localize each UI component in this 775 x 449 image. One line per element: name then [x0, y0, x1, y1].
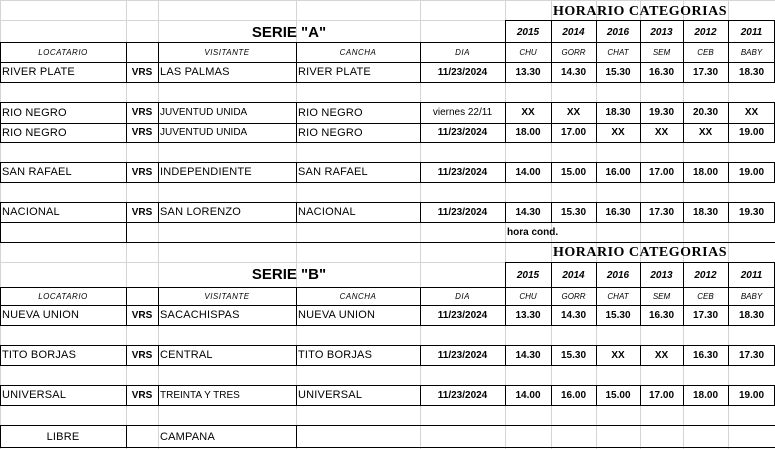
grid-line — [0, 405, 775, 406]
grid-line — [0, 365, 775, 366]
kickoff-time: 17.30 — [692, 66, 719, 78]
cancha-name: TITO BORJAS — [298, 349, 373, 361]
kickoff-time: 18.30 — [738, 309, 765, 321]
kickoff-time: 17.30 — [692, 309, 719, 321]
match-day: 11/23/2024 — [437, 127, 488, 138]
kickoff-time: 14.00 — [515, 389, 541, 401]
kickoff-time: 17.30 — [648, 206, 675, 218]
gridline-faint — [0, 0, 775, 1]
locatario-team: TITO BORJAS — [2, 349, 77, 361]
kickoff-time: 15.00 — [605, 389, 631, 401]
visitante-team: INDEPENDIENTE — [160, 166, 252, 178]
category-label: CEB — [697, 47, 714, 57]
match-day: 11/23/2024 — [437, 166, 488, 178]
col-header-cancha: CANCHA — [339, 47, 377, 57]
col-header-locatario: LOCATARIO — [38, 291, 88, 301]
visitante-team: JUVENTUD UNIDA — [160, 107, 248, 118]
year-label: 2016 — [606, 270, 630, 281]
kickoff-time: 15.00 — [560, 166, 587, 178]
kickoff-time: 18.30 — [738, 66, 765, 78]
vrs-label: VRS — [131, 389, 153, 401]
visitante-team: LAS PALMAS — [160, 66, 230, 78]
category-label: SEM — [652, 47, 671, 57]
kickoff-time: 19.00 — [738, 166, 765, 178]
category-label: CEB — [697, 291, 714, 301]
horario-categorias-a: HORARIO CATEGORIAS — [552, 4, 728, 19]
year-label: 2014 — [562, 26, 585, 38]
kickoff-time: XX — [611, 127, 625, 138]
category-label: GORR — [561, 291, 586, 301]
grid-line — [126, 222, 127, 242]
year-label: 2011 — [740, 26, 763, 38]
kickoff-time: 16.30 — [605, 206, 631, 218]
category-label: BABY — [740, 291, 763, 301]
cancha-name: RIO NEGRO — [298, 126, 363, 139]
kickoff-time: XX — [654, 349, 669, 361]
kickoff-time: 16.00 — [560, 389, 587, 401]
vrs-label: VRS — [131, 127, 153, 138]
year-label: 2011 — [740, 270, 763, 281]
kickoff-time: 19.30 — [648, 107, 675, 118]
locatario-team: UNIVERSAL — [2, 389, 67, 401]
kickoff-time: 20.30 — [692, 107, 719, 118]
grid-line — [0, 142, 775, 143]
visitante-team: SAN LORENZO — [160, 206, 242, 218]
serie-a-title: SERIE "A" — [251, 23, 327, 41]
match-day: 11/23/2024 — [437, 66, 488, 78]
locatario-team: RIO NEGRO — [2, 106, 67, 119]
grid-line — [0, 222, 775, 223]
locatario-team: NUEVA UNION — [2, 309, 80, 321]
year-label: 2013 — [650, 270, 673, 281]
category-label: CHAT — [607, 47, 629, 57]
category-label: BABY — [740, 47, 763, 57]
cancha-name: NUEVA UNION — [298, 309, 376, 321]
category-label: SEM — [652, 291, 671, 301]
match-day: 11/23/2024 — [437, 349, 488, 361]
grid-line — [0, 425, 775, 426]
vrs-label: VRS — [131, 349, 153, 361]
kickoff-time: XX — [698, 127, 713, 138]
cancha-name: RIVER PLATE — [298, 66, 371, 78]
vrs-label: VRS — [131, 206, 153, 218]
locatario-team: RIVER PLATE — [2, 66, 75, 78]
kickoff-time: 15.30 — [560, 206, 587, 218]
horario-categorias-b: HORARIO CATEGORIAS — [552, 245, 728, 260]
kickoff-time: 14.00 — [515, 166, 541, 178]
grid-line — [126, 425, 127, 447]
kickoff-time: 18.30 — [692, 206, 719, 218]
visitante-team: CENTRAL — [160, 349, 213, 361]
hora-cond-note: hora cond. — [507, 226, 559, 238]
year-label: 2012 — [694, 26, 717, 38]
vrs-label: VRS — [131, 66, 153, 78]
kickoff-time: 18.00 — [692, 166, 719, 178]
libre-label: LIBRE — [46, 431, 80, 443]
year-label: 2015 — [516, 270, 540, 281]
kickoff-time: 17.00 — [560, 127, 587, 138]
kickoff-time: 19.00 — [738, 389, 765, 401]
year-label: 2012 — [694, 270, 717, 281]
category-label: CHU — [519, 291, 537, 301]
year-label: 2013 — [650, 26, 673, 38]
col-header-visitante: VISITANTE — [204, 291, 250, 301]
grid-line — [0, 182, 775, 183]
kickoff-time: 15.30 — [560, 349, 587, 361]
kickoff-time: 17.30 — [738, 349, 765, 361]
cancha-name: UNIVERSAL — [298, 389, 363, 401]
cancha-name: NACIONAL — [298, 206, 356, 218]
category-label: GORR — [561, 47, 586, 57]
vrs-label: VRS — [131, 309, 153, 321]
kickoff-time: XX — [654, 127, 669, 138]
kickoff-time: 14.30 — [515, 206, 541, 218]
grid-line — [0, 325, 775, 326]
kickoff-time: 14.30 — [560, 66, 587, 78]
kickoff-time: 15.30 — [605, 66, 631, 78]
kickoff-time: 16.30 — [648, 309, 675, 321]
year-label: 2016 — [606, 26, 630, 38]
match-day: viernes 22/11 — [432, 107, 493, 118]
kickoff-time: XX — [521, 107, 535, 118]
col-header-cancha: CANCHA — [339, 291, 377, 301]
visitante-team: TREINTA Y TRES — [160, 389, 240, 401]
kickoff-time: 13.30 — [515, 309, 541, 321]
grid-line — [0, 222, 1, 242]
locatario-team: NACIONAL — [2, 206, 60, 218]
serie-b-title: SERIE "B" — [251, 266, 327, 283]
cancha-name: RIO NEGRO — [298, 106, 363, 119]
match-day: 11/23/2024 — [437, 309, 488, 321]
locatario-team: RIO NEGRO — [2, 126, 67, 139]
libre-team: CAMPANA — [160, 431, 215, 443]
match-day: 11/23/2024 — [437, 206, 488, 218]
kickoff-time: 17.00 — [648, 389, 675, 401]
kickoff-time: 17.00 — [648, 166, 675, 178]
grid-line — [0, 82, 775, 83]
category-label: CHAT — [607, 291, 629, 301]
kickoff-time: XX — [566, 107, 581, 118]
kickoff-time: 16.30 — [648, 66, 675, 78]
year-label: 2014 — [562, 270, 585, 281]
col-header-dia: DIA — [455, 47, 470, 57]
match-day: 11/23/2024 — [437, 389, 488, 401]
kickoff-time: 16.00 — [605, 166, 631, 178]
col-header-visitante: VISITANTE — [204, 47, 250, 57]
kickoff-time: 19.00 — [738, 127, 765, 138]
col-header-locatario: LOCATARIO — [38, 47, 88, 57]
kickoff-time: 18.00 — [692, 389, 719, 401]
year-label: 2015 — [516, 26, 540, 38]
visitante-team: JUVENTUD UNIDA — [160, 127, 248, 138]
cancha-name: SAN RAFAEL — [298, 166, 368, 178]
kickoff-time: 14.30 — [515, 349, 541, 361]
grid-line — [0, 447, 775, 448]
kickoff-time: 14.30 — [560, 309, 587, 321]
kickoff-time: 16.30 — [692, 349, 719, 361]
kickoff-time: XX — [744, 107, 759, 118]
vrs-label: VRS — [131, 166, 153, 178]
kickoff-time: 18.30 — [605, 107, 631, 118]
visitante-team: SACACHISPAS — [160, 309, 240, 321]
category-label: CHU — [519, 47, 537, 57]
kickoff-time: 18.00 — [515, 127, 541, 138]
kickoff-time: XX — [611, 349, 625, 361]
kickoff-time: 19.30 — [738, 206, 765, 218]
vrs-label: VRS — [131, 107, 153, 118]
col-header-dia: DIA — [455, 291, 470, 301]
kickoff-time: 15.30 — [605, 309, 631, 321]
kickoff-time: 13.30 — [515, 66, 541, 78]
locatario-team: SAN RAFAEL — [2, 166, 72, 178]
